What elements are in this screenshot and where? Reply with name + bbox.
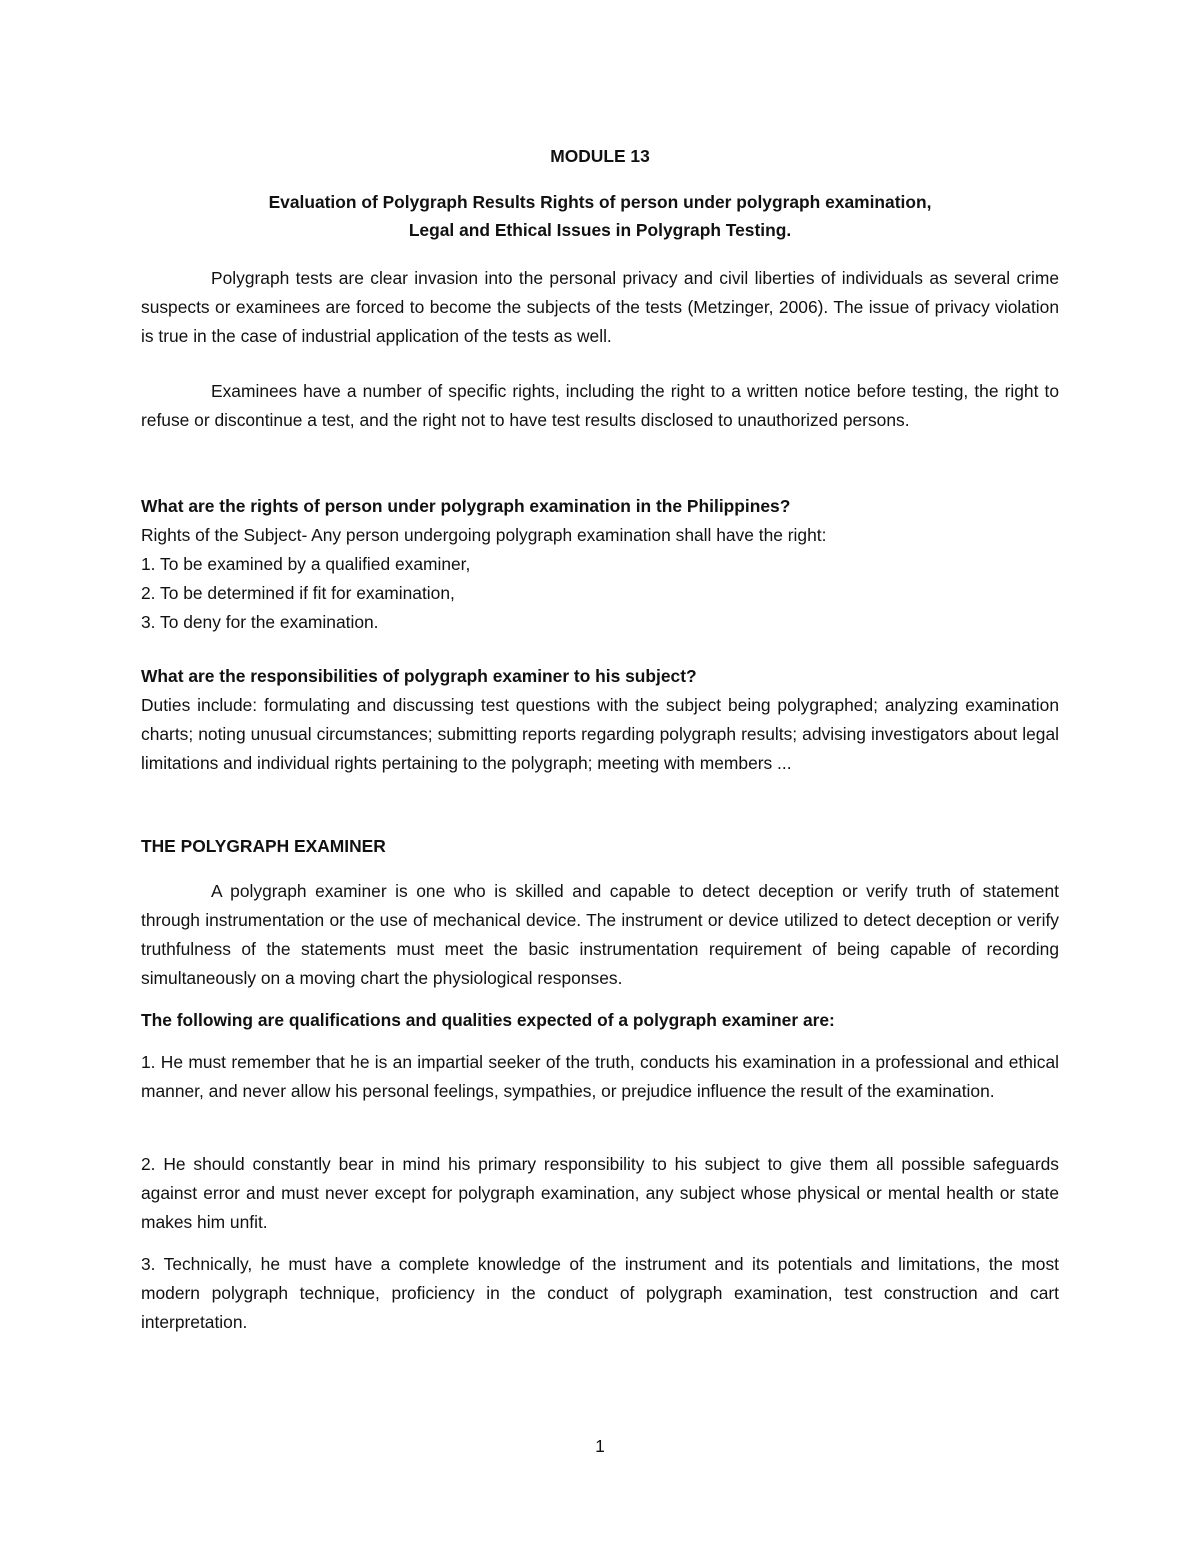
rights-lead: Rights of the Subject- Any person undergoing polygraph examination shall have the right: [141, 525, 827, 545]
module-title: MODULE 13 [550, 146, 650, 166]
rights-item: 2. To be determined if fit for examination, [141, 583, 455, 603]
rights-item: 3. To deny for the examination. [141, 612, 379, 632]
intro-paragraph: Examinees have a number of specific rights, including the right to a written notice before testing, the right to refuse or discontinue a test, and the right not to have test results disclosed to unauthorized persons. [141, 381, 1059, 430]
qualification-item: 1. He must remember that he is an impartial seeker of the truth, conducts his examination in a professional and ethical manner, and never allow his personal feelings, sympathies, or prejudice influence the result of the examination. [141, 1052, 1059, 1101]
subtitle-line: Evaluation of Polygraph Results Rights of person under polygraph examination, [268, 192, 932, 212]
subtitle-line: Legal and Ethical Issues in Polygraph Testing. [408, 220, 792, 240]
rights-heading: What are the rights of person under polygraph examination in the Philippines? [141, 496, 791, 516]
qualifications-heading: The following are qualifications and qualities expected of a polygraph examiner are: [141, 1010, 835, 1030]
module-subtitle [141, 188, 1059, 244]
qualification-item: 3. Technically, he must have a complete knowledge of the instrument and its potentials and limitations, the most modern polygraph technique, proficiency in the conduct of polygraph examination, test construction and cart interpretation. [141, 1254, 1059, 1332]
rights-section [141, 492, 1059, 637]
responsibilities-body: Duties include: formulating and discussing test questions with the subject being polygraphed; analyzing examination charts; noting unusual circumstances; submitting reports regarding polygraph results; advising investigators about legal limitations and individual rights pertaining to the polygraph; meeting with members ... [141, 695, 1059, 773]
intro-paragraph: Polygraph tests are clear invasion into the personal privacy and civil liberties of individuals as several crime suspects or examinees are forced to become the subjects of the tests (Metzinger, 2006). The issue of privacy violation is true in the case of industrial application of the tests as well. [141, 268, 1059, 346]
page-number: 1 [595, 1436, 605, 1456]
qualification-item: 2. He should constantly bear in mind his primary responsibility to his subject to give them all possible safeguards against error and must never except for polygraph examination, any subject whose physical or mental health or state makes him unfit. [141, 1154, 1059, 1232]
examiner-body: A polygraph examiner is one who is skilled and capable to detect deception or verify truth of statement through instrumentation or the use of mechanical device. The instrument or device utilized to detect deception or verify truthfulness of the statements must meet the basic instrumentation requirement of being capable of recording simultaneously on a moving chart the physiological responses. [141, 881, 1059, 988]
rights-item: 1. To be examined by a qualified examiner, [141, 554, 471, 574]
responsibilities-heading: What are the responsibilities of polygraph examiner to his subject? [141, 666, 697, 686]
responsibilities-section [141, 662, 1059, 778]
examiner-heading: THE POLYGRAPH EXAMINER [141, 836, 386, 856]
